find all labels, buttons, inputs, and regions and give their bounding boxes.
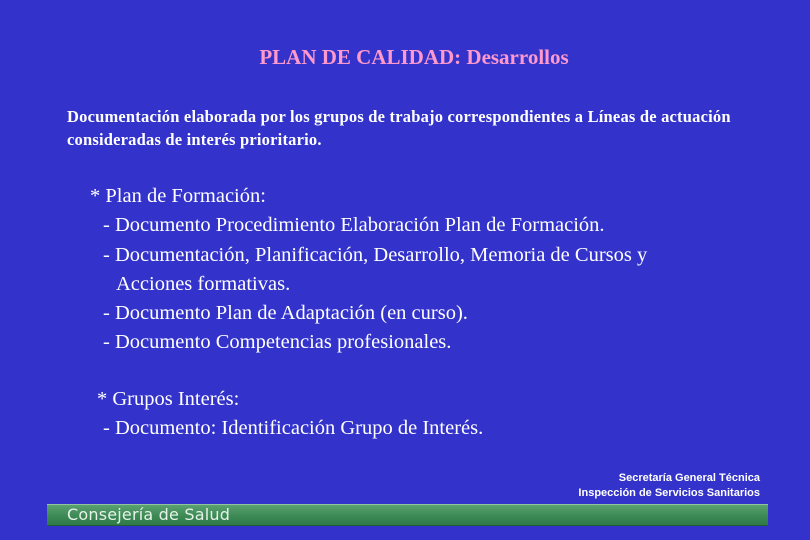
list-item: - Documento: Identificación Grupo de Interés. [103,417,484,439]
list-item: - Documento Plan de Adaptación (en curso). [103,302,468,324]
footer-department: Inspección de Servicios Sanitarios [578,487,760,499]
section-heading: * Plan de Formación: [90,185,266,207]
consejeria-logo: Consejería de Salud [67,505,231,524]
footer-logo-bar [47,504,768,526]
list-item-continuation: Acciones formativas. [116,273,291,295]
slide-title: PLAN DE CALIDAD: Desarrollos [259,45,569,69]
footer-organization: Secretaría General Técnica [618,472,760,484]
list-item: - Documento Procedimiento Elaboración Plan de Formación. [103,214,605,236]
intro-paragraph: Documentación elaborada por los grupos de trabajo correspondientes a Líneas de actuación consideradas de interés prioritario. [67,107,731,149]
section-heading: * Grupos Interés: [97,388,240,410]
list-item: - Documentación, Planificación, Desarrollo, Memoria de Cursos y [103,244,648,266]
list-item: - Documento Competencias profesionales. [103,331,452,353]
